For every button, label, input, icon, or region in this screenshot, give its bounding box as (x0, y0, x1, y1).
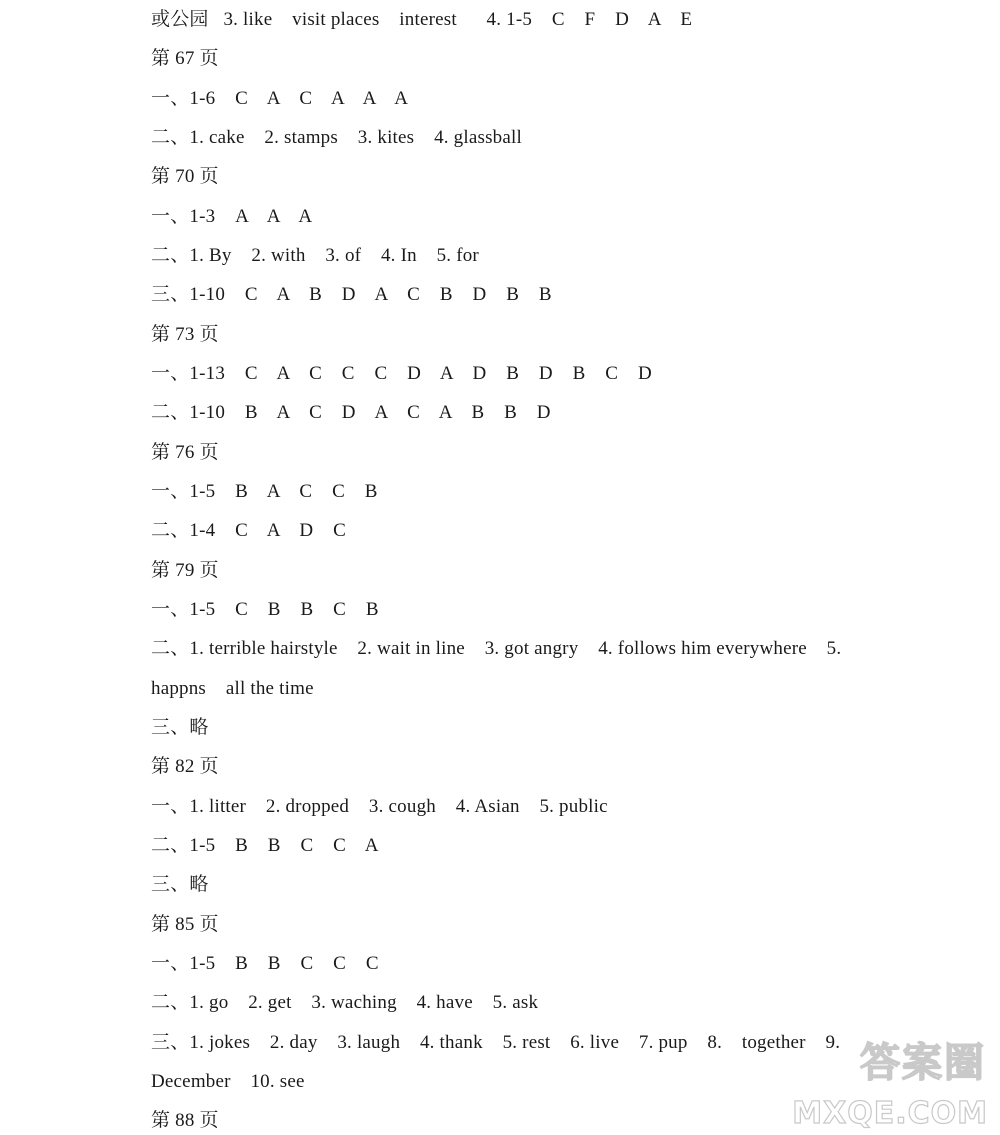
page-heading: 第 85 页 (151, 914, 219, 935)
text-line: 三、1. jokes 2. day 3. laugh 4. thank 5. rest 6. live 7. pup 8. together 9. (151, 1032, 841, 1053)
text-line: 一、1-6 C A C A A A (151, 88, 409, 109)
page-heading: 第 88 页 (151, 1110, 219, 1131)
page-heading: 第 70 页 (151, 166, 219, 187)
page-heading: 第 76 页 (151, 442, 219, 463)
text-line: happns all the time (151, 678, 314, 699)
text-line: December 10. see (151, 1071, 305, 1092)
text-line: 二、1-10 B A C D A C A B B D (151, 402, 551, 423)
text-line: 三、1-10 C A B D A C B D B B (151, 284, 552, 305)
text-line: 一、1-13 C A C C C D A D B D B C D (151, 363, 652, 384)
text-line: 一、1-5 C B B C B (151, 599, 379, 620)
page-heading: 第 67 页 (151, 48, 219, 69)
text-line: 二、1-5 B B C C A (151, 835, 379, 856)
text-line: 或公园 3. like visit places interest 4. 1-5 C F D A E (151, 9, 693, 30)
page-heading: 第 79 页 (151, 560, 219, 581)
page-heading: 第 82 页 (151, 756, 219, 777)
watermark-logo-text: 答案圈 (860, 1040, 986, 1086)
page-heading: 第 73 页 (151, 324, 219, 345)
text-line: 二、1-4 C A D C (151, 520, 347, 541)
text-line: 三、略 (151, 717, 209, 738)
text-line: 一、1-3 A A A (151, 206, 313, 227)
text-line: 二、1. cake 2. stamps 3. kites 4. glassball (151, 127, 522, 148)
text-line: 一、1-5 B A C C B (151, 481, 378, 502)
watermark-url: MXQE.COM (792, 1096, 988, 1131)
text-line: 二、1. terrible hairstyle 2. wait in line 3. got angry 4. follows him everywhere 5. (151, 638, 842, 659)
text-line: 一、1. litter 2. dropped 3. cough 4. Asian 5. public (151, 796, 608, 817)
text-line: 二、1. go 2. get 3. waching 4. have 5. ask (151, 992, 539, 1013)
text-line: 三、略 (151, 874, 209, 895)
text-line: 一、1-5 B B C C C (151, 953, 379, 974)
text-line: 二、1. By 2. with 3. of 4. In 5. for (151, 245, 479, 266)
